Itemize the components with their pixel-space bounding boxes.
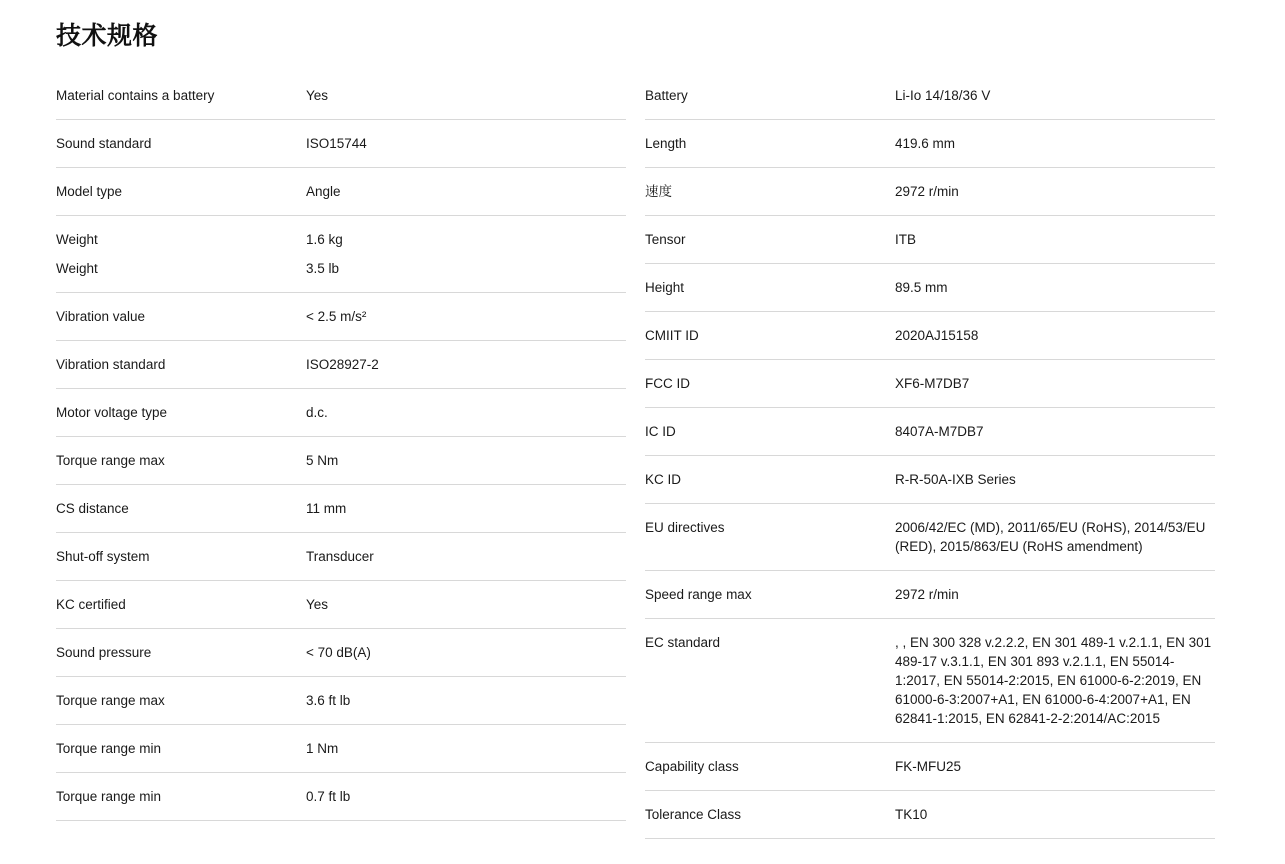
- spec-label: FCC ID: [645, 376, 690, 391]
- spec-label: 速度: [645, 184, 672, 199]
- spec-value: 0.7 ft lb: [306, 789, 351, 804]
- spec-columns: [56, 72, 1229, 839]
- spec-value: TK10: [895, 807, 928, 822]
- spec-value: Angle: [306, 184, 341, 199]
- spec-label: Battery: [645, 88, 688, 103]
- spec-label: Motor voltage type: [56, 405, 168, 420]
- spec-row: [56, 72, 626, 120]
- spec-value: Yes: [306, 88, 329, 103]
- spec-row: [645, 216, 1215, 264]
- spec-value: , , EN 300 328 v.2.2.2, EN 301 489-1 v.2.1.1, EN 301 489-17 v.3.1.1, EN 301 893 v.2.1.1, EN 55014-1:2017, EN 55014-2:2015, EN 61000-6-2:2019, EN 61000-6-3:2007+A1, EN 61000-6-4:2007+A1, EN 62841-1:2015, EN 62841-2-2:2014/AC:2015: [895, 635, 1212, 726]
- spec-value: 3.5 lb: [306, 261, 340, 276]
- spec-label: Torque range min: [56, 789, 162, 804]
- spec-row: [645, 743, 1215, 791]
- spec-label: Torque range max: [56, 693, 165, 708]
- spec-column-left: [56, 72, 626, 821]
- spec-row: [645, 120, 1215, 168]
- spec-value: Yes: [306, 597, 329, 612]
- spec-label: CMIIT ID: [645, 328, 699, 343]
- spec-label: Length: [645, 136, 687, 151]
- spec-label: Capability class: [645, 759, 739, 774]
- spec-label: Height: [645, 280, 685, 295]
- spec-value: 2972 r/min: [895, 184, 959, 199]
- spec-row: [56, 120, 626, 168]
- spec-row: [56, 216, 626, 254]
- spec-label: Torque range min: [56, 741, 162, 756]
- spec-value: 8407A-M7DB7: [895, 424, 984, 439]
- spec-row: [645, 456, 1215, 504]
- spec-value: 2020AJ15158: [895, 328, 979, 343]
- spec-row: [645, 360, 1215, 408]
- spec-value: 419.6 mm: [895, 136, 956, 151]
- spec-value: R-R-50A-IXB Series: [895, 472, 1016, 487]
- spec-label: KC certified: [56, 597, 126, 612]
- spec-value: ITB: [895, 232, 917, 247]
- spec-label: Weight: [56, 232, 98, 247]
- spec-row: [645, 791, 1215, 839]
- spec-row: [645, 168, 1215, 216]
- page-title: 技术规格: [56, 22, 159, 50]
- spec-label: EC standard: [645, 635, 721, 650]
- spec-row: [56, 389, 626, 437]
- spec-label: Vibration value: [56, 309, 146, 324]
- spec-row: [645, 408, 1215, 456]
- spec-row: [56, 341, 626, 389]
- spec-value: d.c.: [306, 405, 328, 420]
- spec-row: [56, 437, 626, 485]
- spec-row: [645, 504, 1215, 571]
- spec-label: Tensor: [645, 232, 686, 247]
- spec-row: [56, 581, 626, 629]
- spec-value: XF6-M7DB7: [895, 376, 970, 391]
- spec-value: 1.6 kg: [306, 232, 343, 247]
- spec-value: Li-Io 14/18/36 V: [895, 88, 991, 103]
- spec-value: < 70 dB(A): [306, 645, 371, 660]
- spec-label: Weight: [56, 261, 98, 276]
- spec-label: Torque range max: [56, 453, 165, 468]
- spec-value: ISO15744: [306, 136, 367, 151]
- spec-row: [56, 629, 626, 677]
- spec-label: Sound standard: [56, 136, 152, 151]
- spec-value: FK-MFU25: [895, 759, 962, 774]
- spec-row: [645, 571, 1215, 619]
- spec-label: IC ID: [645, 424, 676, 439]
- spec-value: 89.5 mm: [895, 280, 948, 295]
- spec-row: [56, 485, 626, 533]
- spec-row: [56, 168, 626, 216]
- spec-label: KC ID: [645, 472, 682, 487]
- spec-row: [56, 773, 626, 821]
- spec-label: Tolerance Class: [645, 807, 742, 822]
- spec-label: CS distance: [56, 501, 129, 516]
- spec-value: 11 mm: [306, 501, 347, 516]
- spec-label: EU directives: [645, 520, 725, 535]
- spec-row: [56, 254, 626, 293]
- spec-value: 2006/42/EC (MD), 2011/65/EU (RoHS), 2014/53/EU (RED), 2015/863/EU (RoHS amendment): [895, 520, 1206, 554]
- spec-label: Material contains a battery: [56, 88, 215, 103]
- spec-value: 3.6 ft lb: [306, 693, 351, 708]
- spec-row: [56, 677, 626, 725]
- spec-label: Model type: [56, 184, 123, 199]
- spec-value: 2972 r/min: [895, 587, 959, 602]
- spec-value: 1 Nm: [306, 741, 339, 756]
- spec-row: [56, 725, 626, 773]
- spec-label: Speed range max: [645, 587, 752, 602]
- spec-row: [56, 293, 626, 341]
- spec-row: [56, 533, 626, 581]
- spec-value: 5 Nm: [306, 453, 339, 468]
- spec-row: [645, 619, 1215, 743]
- spec-column-right: [645, 72, 1215, 839]
- spec-label: Shut-off system: [56, 549, 150, 564]
- spec-value: ISO28927-2: [306, 357, 379, 372]
- spec-value: Transducer: [306, 549, 374, 564]
- spec-row: [645, 72, 1215, 120]
- spec-label: Vibration standard: [56, 357, 166, 372]
- spec-label: Sound pressure: [56, 645, 152, 660]
- spec-row: [645, 312, 1215, 360]
- spec-row: [645, 264, 1215, 312]
- spec-value: < 2.5 m/s²: [306, 309, 367, 324]
